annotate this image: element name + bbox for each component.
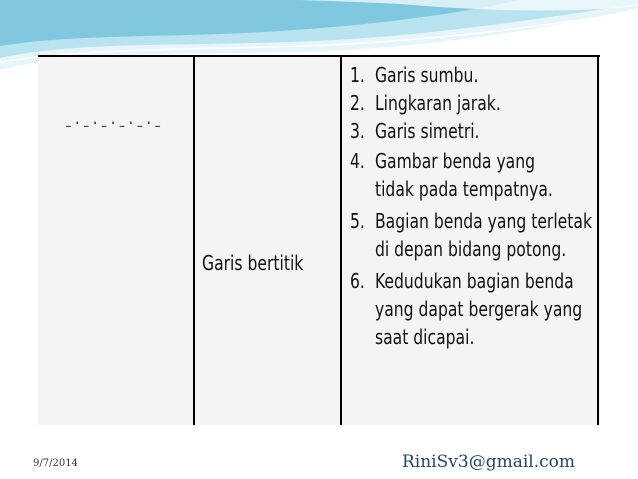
list-number: 4. xyxy=(350,149,365,173)
line-sample: _ . _ . _ . _ . _ . _ xyxy=(66,113,161,127)
usage-list xyxy=(350,61,592,355)
list-text: Garis sumbu. xyxy=(374,63,479,87)
list-number: 1. xyxy=(350,63,365,87)
list-item xyxy=(350,61,584,89)
list-text: Lingkaran jarak. xyxy=(374,91,501,115)
list-item xyxy=(350,147,584,207)
table-top-border xyxy=(38,55,600,57)
table-divider-1 xyxy=(193,55,195,425)
list-text: Kedudukan bagian benda yang dapat bergerak yang saat dicapai. xyxy=(374,269,583,349)
list-item xyxy=(350,117,584,147)
table-image xyxy=(38,55,600,425)
list-item xyxy=(350,207,592,267)
list-text: Bagian benda yang terletak di depan bidang potong. xyxy=(374,209,592,261)
list-item xyxy=(350,89,584,117)
list-number: 2. xyxy=(350,91,365,115)
list-number: 5. xyxy=(350,209,365,233)
list-number: 3. xyxy=(350,119,365,143)
list-text: Garis simetri. xyxy=(374,119,480,143)
list-item xyxy=(350,267,584,355)
footer-date: 9/7/2014 xyxy=(33,458,78,469)
line-type-name: Garis bertitik xyxy=(202,251,304,275)
footer-email: RiniSv3@gmail.com xyxy=(402,452,575,472)
list-text: Gambar benda yang tidak pada tempatnya. xyxy=(374,149,553,201)
table-divider-2 xyxy=(340,55,342,425)
list-number: 6. xyxy=(350,269,365,293)
